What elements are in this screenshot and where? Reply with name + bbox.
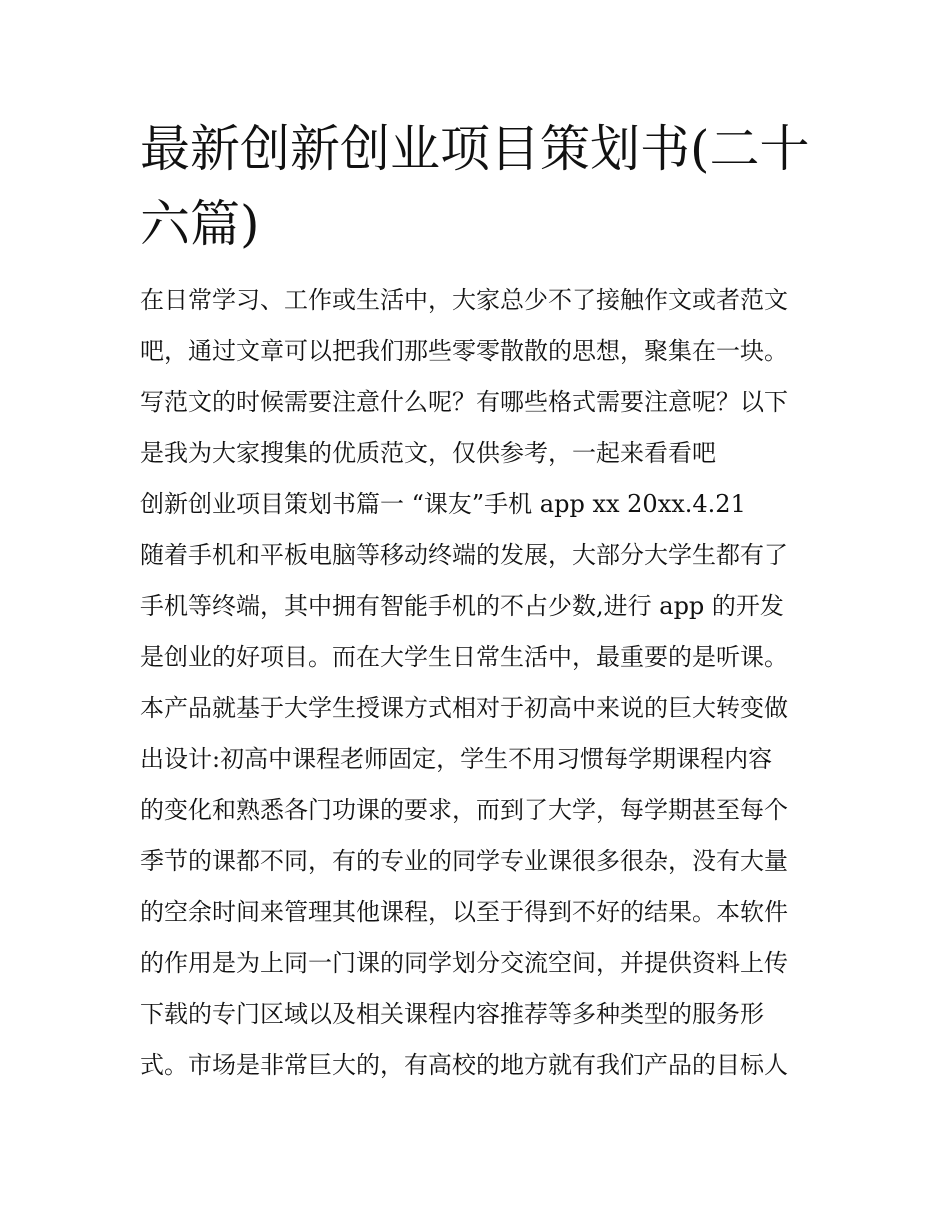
body-line-7: 手机等终端，其中拥有智能手机的不占少数,进行 app 的开发	[140, 592, 784, 620]
body-line-12: 季节的课都不同，有的专业的同学专业课很多很杂，没有大量	[140, 847, 788, 875]
body-line-2: 吧，通过文章可以把我们那些零零散散的思想，聚集在一块。	[140, 337, 788, 365]
body-line-14: 的作用是为上同一门课的同学划分交流空间，并提供资料上传	[140, 949, 788, 977]
title-line-2: 六篇)	[140, 195, 260, 253]
body-line-9: 本产品就基于大学生授课方式相对于初高中来说的巨大转变做	[140, 694, 788, 722]
body-line-4: 是我为大家搜集的优质范文，仅供参考，一起来看看吧	[140, 439, 716, 467]
body-line-15: 下载的专门区域以及相关课程内容推荐等多种类型的服务形	[140, 1000, 764, 1028]
body-line-16: 式。市场是非常巨大的，有高校的地方就有我们产品的目标人	[140, 1051, 788, 1079]
body-line-3: 写范文的时候需要注意什么呢？有哪些格式需要注意呢？以下	[140, 388, 788, 416]
document-title	[140, 112, 830, 262]
body-line-6: 随着手机和平板电脑等移动终端的发展，大部分大学生都有了	[140, 541, 788, 569]
body-line-11: 的变化和熟悉各门功课的要求，而到了大学，每学期甚至每个	[140, 796, 788, 824]
body-line-5: 创新创业项目策划书篇一 “课友”手机 app xx 20xx.4.21	[140, 490, 746, 518]
title-line-1: 最新创新创业项目策划书(二十	[140, 120, 810, 178]
body-line-8: 是创业的好项目。而在大学生日常生活中，最重要的是听课。	[140, 643, 788, 671]
body-line-13: 的空余时间来管理其他课程，以至于得到不好的结果。本软件	[140, 898, 788, 926]
body-line-1: 在日常学习、工作或生活中，大家总少不了接触作文或者范文	[140, 286, 788, 314]
body-line-10: 出设计:初高中课程老师固定，学生不用习惯每学期课程内容	[140, 745, 773, 773]
